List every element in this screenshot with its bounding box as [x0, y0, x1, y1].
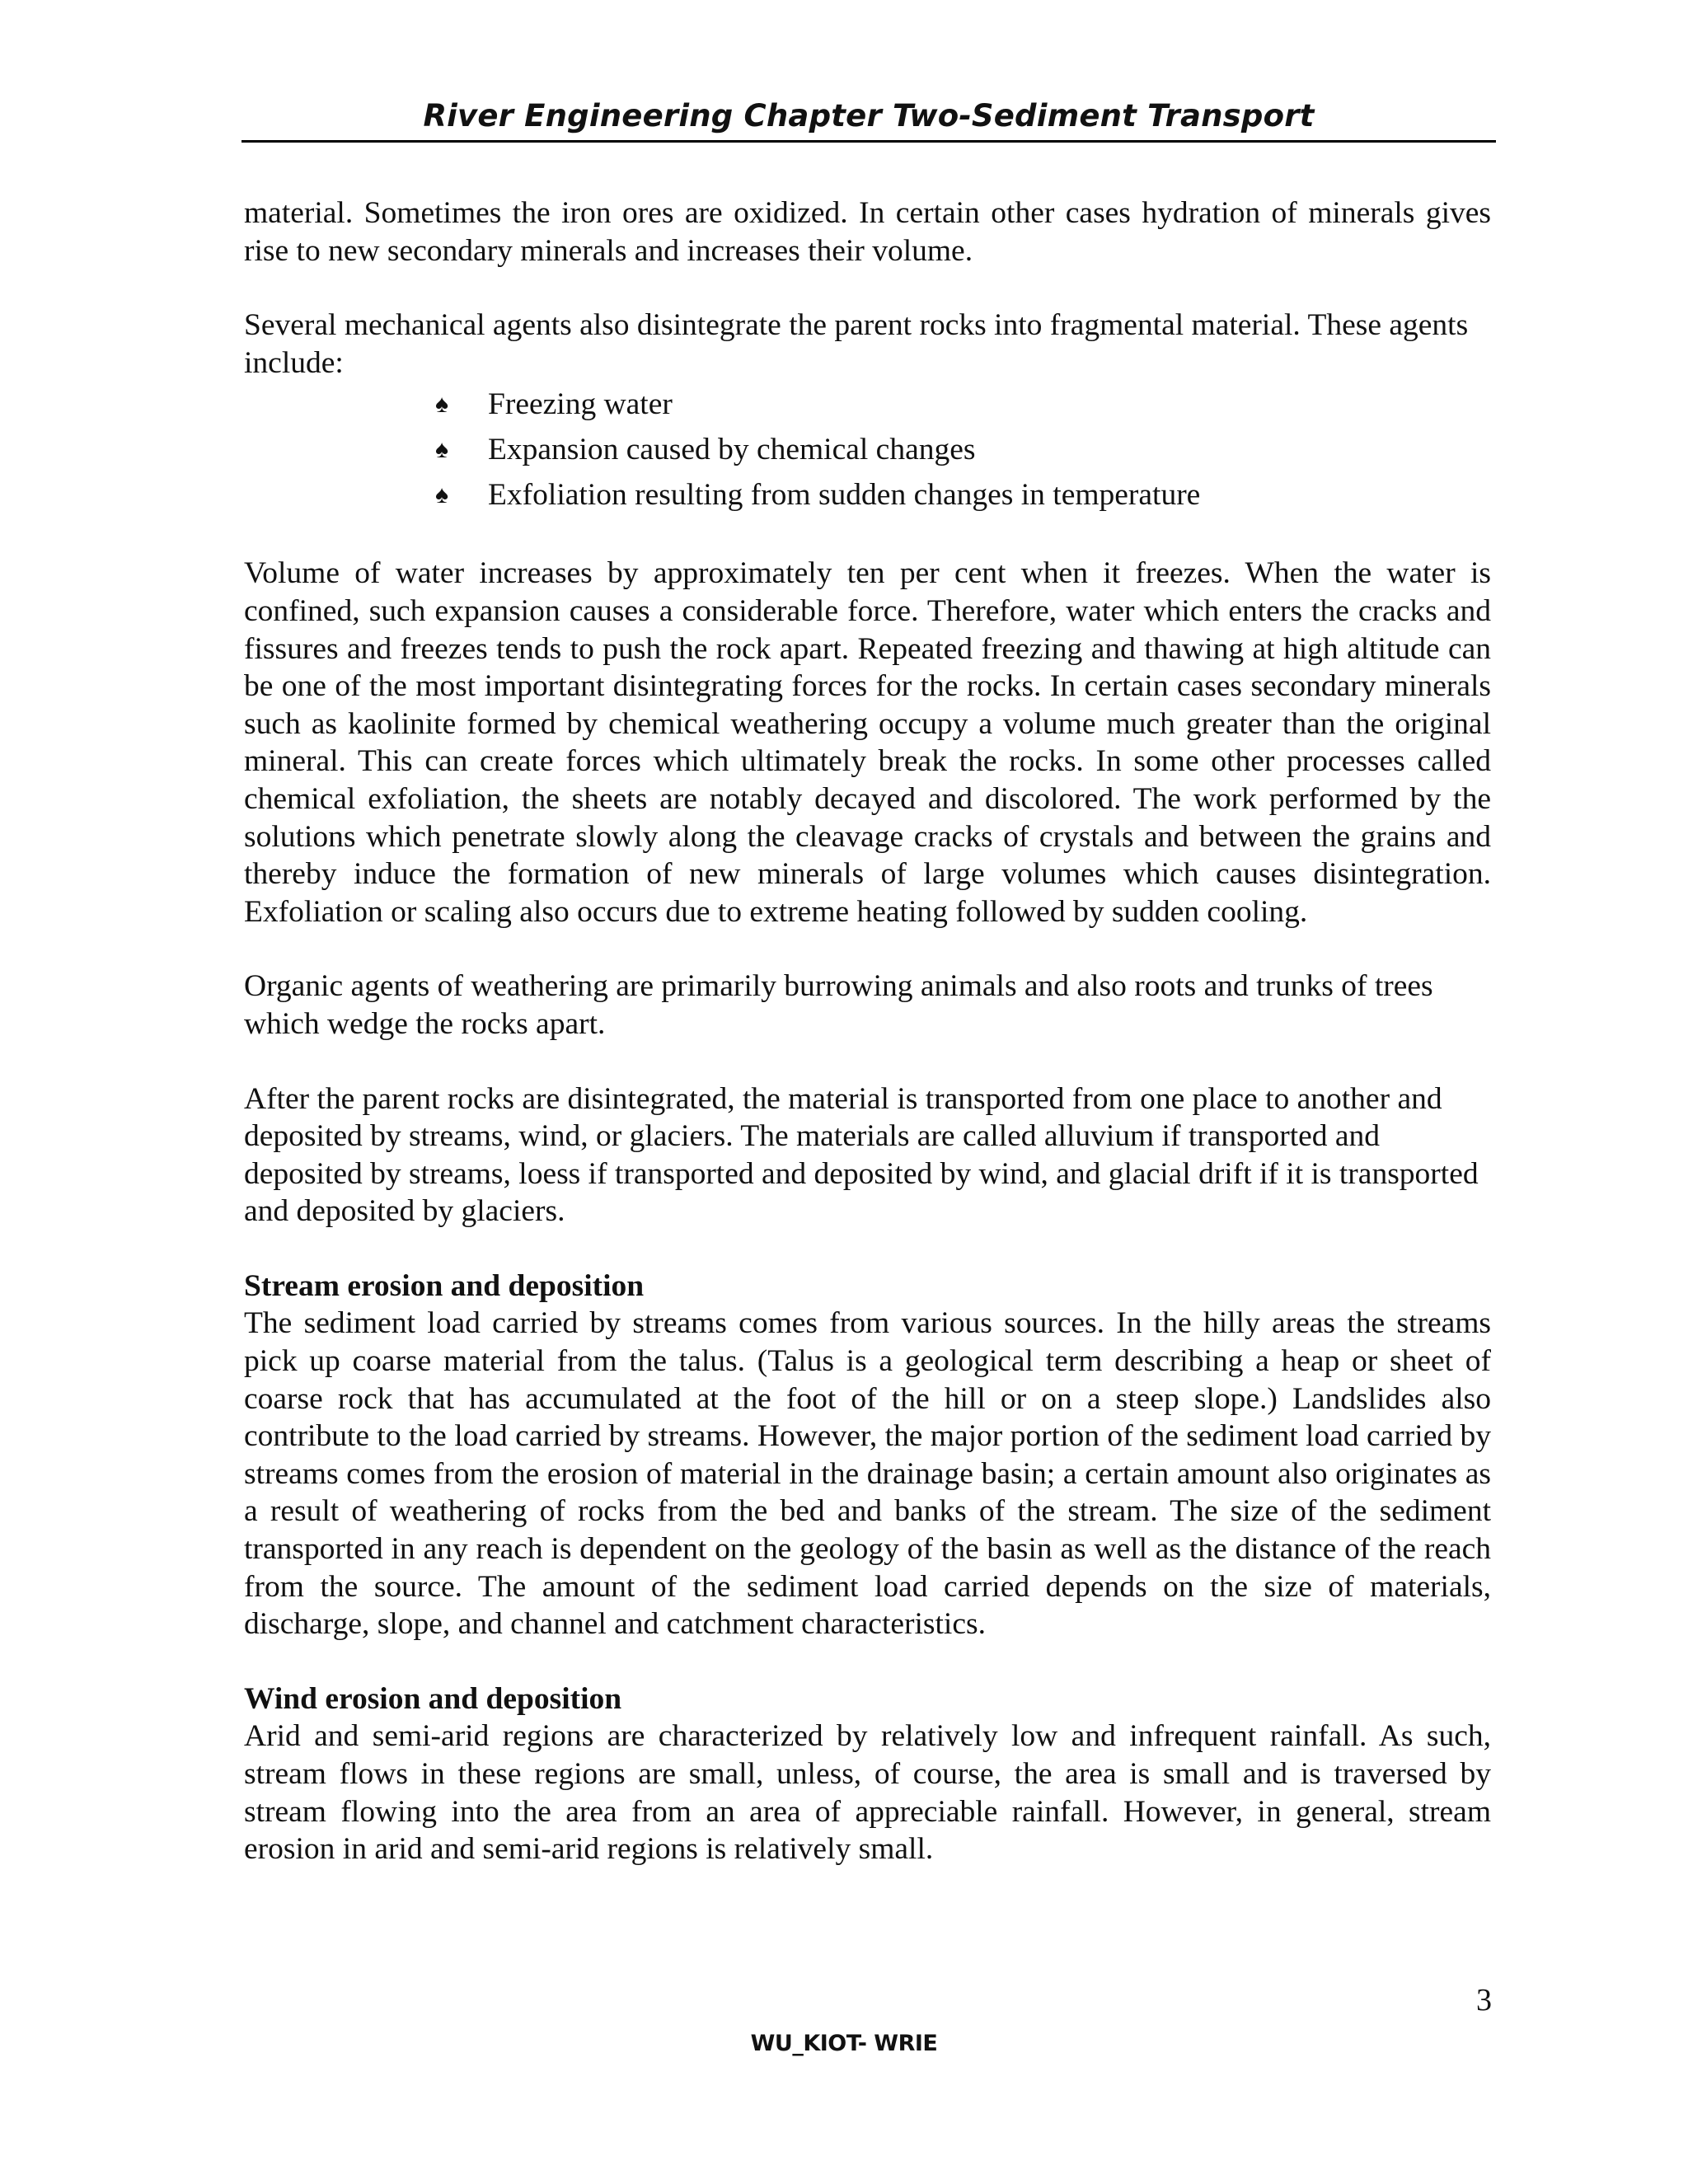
paragraph-stream-erosion: The sediment load carried by streams comes from various sources. In the hilly areas the streams pick up coarse material from the talus. (Talus is a geological term describing a heap or sheet of coarse rock that has accumulated at the foot of the hill or on a steep slope.) Landslides also contribute to the load carried by streams. However, the major portion of the sediment load carried by streams comes from the erosion of material in the drainage basin; a certain amount also originates as a result of weathering of rocks from the bed and banks of the stream. The size of the sediment transported in any reach is dependent on the geology of the basin as well as the distance of the reach from the source. The amount of the sediment load carried depends on the size of materials, discharge, slope, and channel and catchment characteristics. — [244, 1306, 1491, 1642]
page-footer: WU_KIOT- WRIE — [750, 2031, 938, 2056]
header-title: River Engineering Chapter Two-Sediment Transport — [423, 98, 1315, 134]
page-header — [241, 97, 1496, 143]
paragraph-wind-erosion: Arid and semi-arid regions are characterized by relatively low and infrequent rainfall. As such, stream flows in these regions are small, unless, of course, the area is small and is traversed by stream flowing into the area from an area of appreciable rainfall. However, in general, stream erosion in arid and semi-arid regions is relatively small. — [244, 1719, 1491, 1867]
list-item — [435, 382, 1491, 427]
list-item — [435, 427, 1491, 472]
agents-bullet-list — [244, 382, 1491, 518]
spade-bullet-icon: ♠ — [435, 436, 448, 464]
heading-stream-erosion: Stream erosion and deposition — [244, 1268, 645, 1303]
paragraph-mechanical-agents: Several mechanical agents also disintegrate the parent rocks into fragmental material. These agents include: — [244, 308, 1469, 380]
list-item — [435, 472, 1491, 518]
spade-bullet-icon: ♠ — [435, 391, 448, 419]
heading-wind-erosion: Wind erosion and deposition — [244, 1681, 622, 1716]
document-body — [244, 194, 1491, 1868]
paragraph-organic-agents: Organic agents of weathering are primarily burrowing animals and also roots and trunks of trees which wedge the rocks apart. — [244, 969, 1433, 1041]
paragraph-freezing: Volume of water increases by approximately ten per cent when it freezes. When the water is confined, such expansion causes a considerable force. Therefore, water which enters the cracks and fissures and freezes tends to push the rock apart. Repeated freezing and thawing at high altitude can be one of the most important disintegrating forces for the rocks. In certain cases secondary minerals such as kaolinite formed by chemical weathering occupy a volume much greater than the original mineral. This can create forces which ultimately break the rocks. In some other processes called chemical exfoliation, the sheets are notably decayed and discolored. The work performed by the solutions which penetrate slowly along the cleavage cracks of crystals and between the grains and thereby induce the formation of new minerals of large volumes which causes disintegration. Exfoliation or scaling also occurs due to extreme heating followed by sudden cooling. — [244, 556, 1491, 929]
paragraph-oxidation: material. Sometimes the iron ores are oxidized. In certain other cases hydration of minerals gives rise to new secondary minerals and increases their volume. — [244, 196, 1491, 268]
page-number: 3 — [1476, 1983, 1492, 2018]
spade-bullet-icon: ♠ — [435, 481, 448, 509]
list-item-text: Expansion caused by chemical changes — [488, 433, 976, 467]
list-item-text: Freezing water — [488, 387, 673, 422]
list-item-text: Exfoliation resulting from sudden changes in temperature — [488, 478, 1201, 513]
paragraph-transport: After the parent rocks are disintegrated, the material is transported from one place to another and deposited by streams, wind, or glaciers. The materials are called alluvium if transported and deposited by streams, loess if transported and deposited by wind, and glacial drift if it is transported and deposited by glaciers. — [244, 1081, 1479, 1229]
